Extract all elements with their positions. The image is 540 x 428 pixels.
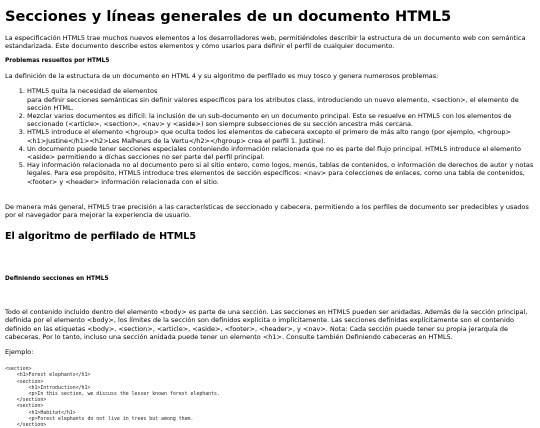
conclusion-paragraph: De manera más general, HTML5 trae precisión a las características de seccionado y cabecera, permitiendo a los perfiles de documento ser predecibles y usados por el navegador para mejorar la experiencia de usuario. (5, 202, 529, 220)
page-title: Secciones y líneas generales de un documento HTML5 (5, 8, 452, 25)
code-line: <h1>Introduction</h1> (5, 384, 91, 391)
list-item (27, 87, 535, 112)
list-item-text: HTML5 introduce el elemento <hgroup> que oculta todos los elementos de cabecera excepto el primero de más alto rango (por ejemplo, <hgroup> <h1>Justine</h1><h2>Les Malheurs de la Vertu</h2></hgroup> crea el perfil 1. Justine). (27, 128, 511, 145)
problems-heading: Problemas resueltos por HTML5 (5, 58, 110, 65)
list-item (27, 145, 535, 161)
list-item (27, 112, 535, 128)
example-label: Ejemplo: (5, 348, 34, 357)
list-item-text: para definir secciones semánticas sin definir valores específicos para los atributos class, introduciendo un nuevo elemento, <section>, el elemento de sección HTML. (27, 95, 519, 112)
list-item-text: HTML5 quita la necesidad de elementos (27, 87, 158, 96)
list-item (27, 128, 535, 144)
defining-sections-paragraph: Todo el contenido incluido dentro del elemento <body> es parte de una sección. Las secciones en HTML5 pueden ser anidadas. Además de la sección principal, definida por el elemento <body>, los límites de la sección son definidos explícita o implícitamente. Las secciones definidas explícitamente son el contenido definido en las etiquetas <body>, <section>, <article>, <aside>, <footer>, <header>, y <nav>. Nota: Cada sección puede tener su propia jerarquía de cabeceras. Por lo tanto, incluso una sección anidada puede tener un elemento <h1>. Consulte también Definiendo cabeceras en HTML5. (5, 308, 528, 341)
code-line: </section> (5, 422, 47, 428)
code-line: <p>Forest elephants do not live in trees but among them. (5, 415, 194, 422)
code-line: <section> (5, 366, 32, 373)
code-line: <section> (5, 378, 44, 385)
list-item-text: Un documento puede tener secciones especiales conteniendo información relacionada que no es parte del flujo principal. HTML5 introduce el elemento <aside> permitiendo a dichas secciones no ser parte del perfil principal. (27, 144, 521, 162)
algorithm-heading: El algoritmo de perfilado de HTML5 (5, 231, 197, 243)
code-line: <h1>Forest elephants</h1> (5, 372, 91, 379)
list-item-text: Mezclar varios documentos es difícil: la inclusión de un sub-documento en un documento principal. Esto se resuelve en HTML5 con los elementos de seccionado (<article>, <section>, <nav> y <aside>) son siempre subsecciones de su sección ancestra más cercana. (27, 112, 512, 129)
intro-paragraph: La especificación HTML5 trae muchos nuevos elementos a los desarrolladores web, permitiéndoles describir la estructura de un documento web con semántica estandarizada. Este documento describe estos elementos y cómo usarlos para definir el perfil de cualquier documento. (5, 33, 526, 50)
code-line: <section> (5, 403, 44, 410)
list-item (27, 161, 535, 186)
code-line: </section> (5, 397, 47, 404)
problems-intro-paragraph: La definición de la estructura de un documento en HTML 4 y su algoritmo de perfilado es muy tosco y genera numerosos problemas: (5, 72, 439, 81)
code-line: <p>In this section, we discuss the lesser known forest elephants. (5, 391, 220, 398)
code-line: <h1>Habitat</h1> (5, 409, 76, 416)
list-item-text: Hay información relacionada no al documento pero si al sitio entero, como logos, menús, tablas de contenidos, o información de derechos de autor y notas legales. Para ese propósito, HTML5 introduce tres elementos de sección específicos: <nav> para colecciones de enlaces, como una tabla de contenidos, <footer> y <header> información relacionada con el sitio. (27, 161, 534, 186)
code-example (5, 366, 535, 428)
problems-list (5, 87, 535, 185)
defining-sections-heading: Definiendo secciones en HTML5 (5, 276, 109, 283)
